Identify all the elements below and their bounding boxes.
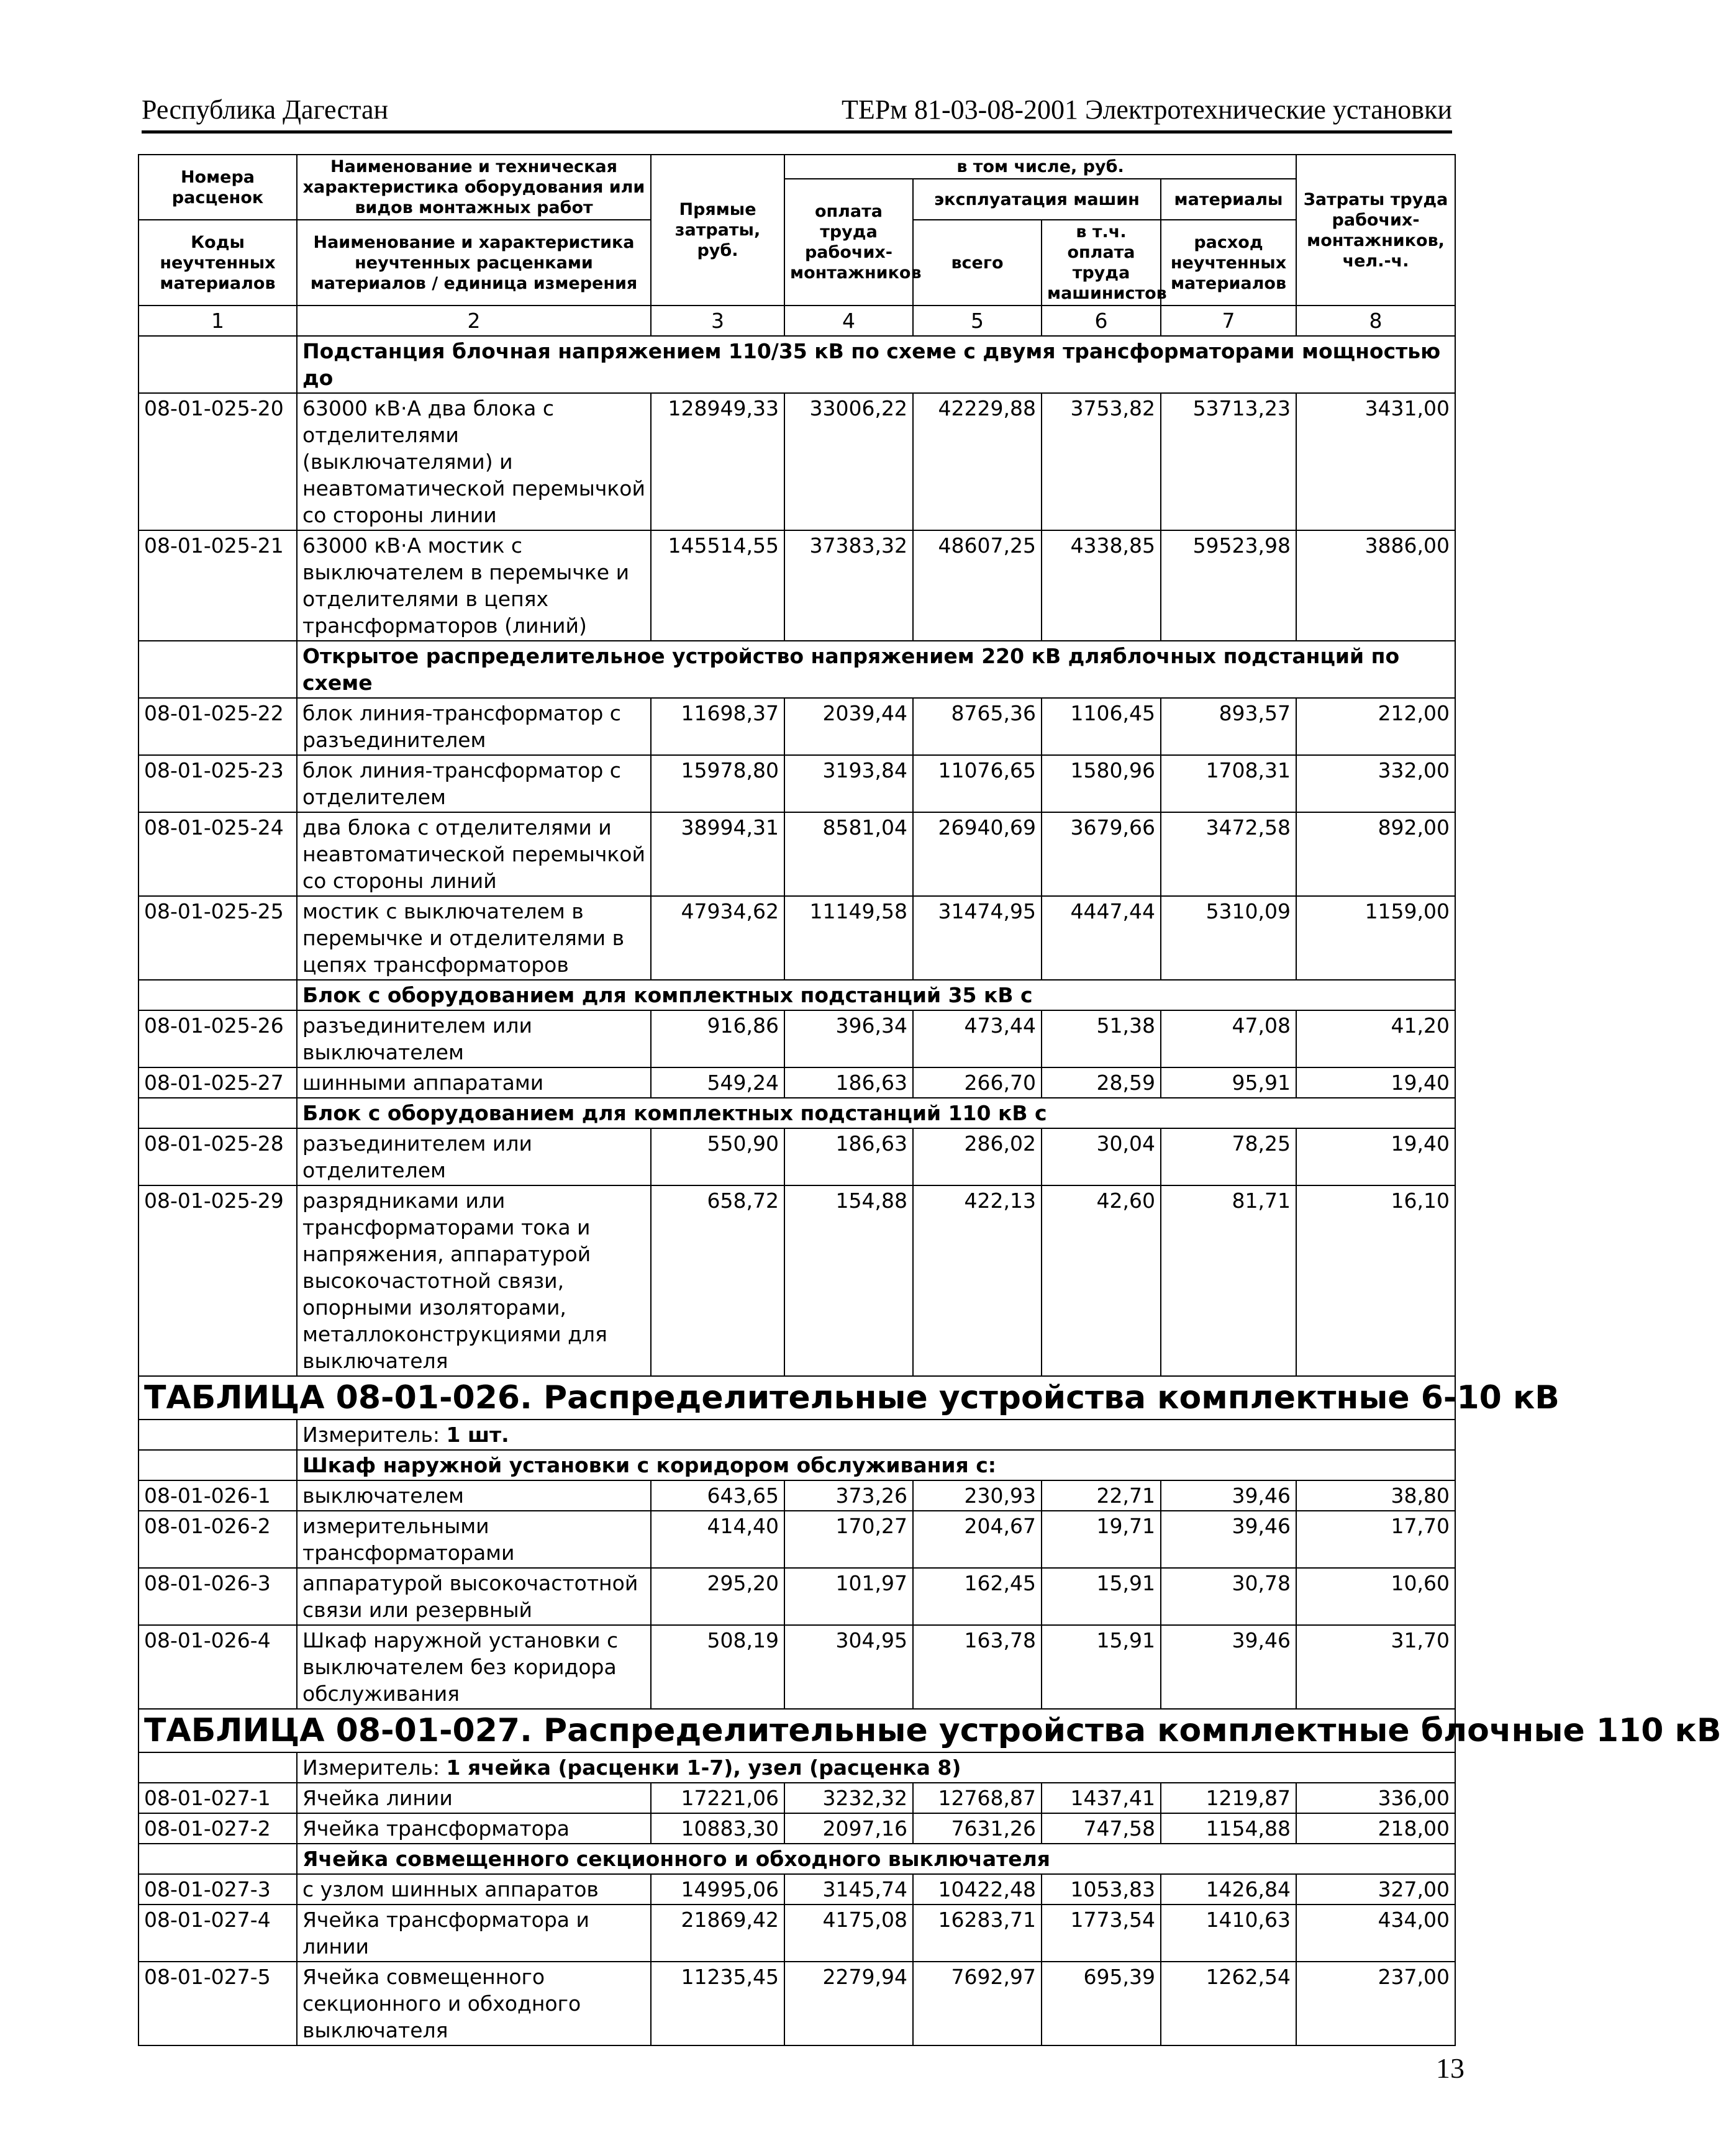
value-v5: 10422,48 <box>913 1874 1042 1905</box>
table-row <box>138 755 1455 812</box>
value-v5: 230,93 <box>913 1480 1042 1511</box>
table-row <box>138 698 1455 755</box>
value-v7: 78,25 <box>1161 1128 1296 1185</box>
value-v4: 3193,84 <box>784 755 913 812</box>
column-number: 2 <box>297 306 651 336</box>
value-v8: 31,70 <box>1296 1625 1455 1709</box>
section-header-row <box>138 1844 1455 1874</box>
value-v6: 747,58 <box>1042 1813 1161 1844</box>
value-v6: 1437,41 <box>1042 1783 1161 1813</box>
section-title: Открытое распределительное устройство напряжением 220 кВ дляблочных подстанций по схеме <box>297 641 1455 698</box>
work-name: разрядниками или трансформаторами тока и напряжения, аппаратурой высокочастотной связи, опорными изоляторами, металлоконструкциями для выключателя <box>297 1185 651 1376</box>
value-v5: 286,02 <box>913 1128 1042 1185</box>
value-v5: 204,67 <box>913 1511 1042 1568</box>
work-name: 63000 кВ·А два блока с отделителями (выключателями) и неавтоматической перемычкой со стороны линии <box>297 393 651 530</box>
column-number: 4 <box>784 306 913 336</box>
work-name: измерительными трансформаторами <box>297 1511 651 1568</box>
value-v3: 47934,62 <box>651 896 784 980</box>
work-name: блок линия-трансформатор с разъединителем <box>297 698 651 755</box>
rate-code: 08-01-025-27 <box>138 1067 297 1098</box>
measure-value: 1 шт. <box>446 1423 509 1447</box>
value-v7: 81,71 <box>1161 1185 1296 1376</box>
value-v8: 19,40 <box>1296 1067 1455 1098</box>
value-v6: 3679,66 <box>1042 812 1161 896</box>
rate-code: 08-01-025-21 <box>138 530 297 641</box>
header-document-code: ТЕРм 81-03-08-2001 Электротехнические установки <box>841 94 1452 125</box>
table-row <box>138 1568 1455 1625</box>
value-v4: 8581,04 <box>784 812 913 896</box>
table-row <box>138 812 1455 896</box>
value-v4: 4175,08 <box>784 1905 913 1962</box>
value-v4: 186,63 <box>784 1067 913 1098</box>
table-row <box>138 1010 1455 1067</box>
value-v6: 1580,96 <box>1042 755 1161 812</box>
rate-code: 08-01-027-3 <box>138 1874 297 1905</box>
rate-code: 08-01-027-1 <box>138 1783 297 1813</box>
table-row <box>138 1962 1455 2045</box>
value-v3: 11698,37 <box>651 698 784 755</box>
table-row <box>138 1185 1455 1376</box>
value-v7: 30,78 <box>1161 1568 1296 1625</box>
col2-header-top: Наименование и техническая характеристика оборудования или видов монтажных работ <box>297 155 651 220</box>
column-numbers-row <box>138 306 1455 336</box>
value-v8: 17,70 <box>1296 1511 1455 1568</box>
value-v6: 19,71 <box>1042 1511 1161 1568</box>
value-v5: 7631,26 <box>913 1813 1042 1844</box>
table-title-caption: Распределительные устройства комплектные блочные 110 кВ <box>543 1712 1721 1749</box>
section-title: Блок с оборудованием для комплектных подстанций 110 кВ с <box>297 1098 1455 1128</box>
table-title-row <box>138 1709 1455 1752</box>
value-v6: 3753,82 <box>1042 393 1161 530</box>
col1-header-bottom: Коды неучтенных материалов <box>138 220 297 306</box>
table-title <box>138 1709 1721 1752</box>
value-v4: 2097,16 <box>784 1813 913 1844</box>
value-v6: 22,71 <box>1042 1480 1161 1511</box>
section-header-row <box>138 641 1455 698</box>
table-row <box>138 896 1455 980</box>
section-title: Шкаф наружной установки с коридором обслуживания с: <box>297 1450 1455 1480</box>
machines-header: эксплуатация машин <box>913 179 1161 220</box>
value-v7: 1219,87 <box>1161 1783 1296 1813</box>
value-v3: 508,19 <box>651 1625 784 1709</box>
value-v3: 128949,33 <box>651 393 784 530</box>
work-name: Ячейка трансформатора и линии <box>297 1905 651 1962</box>
measure-label: Измеритель: <box>302 1755 440 1780</box>
value-v3: 38994,31 <box>651 812 784 896</box>
work-name: Ячейка совмещенного секционного и обходного выключателя <box>297 1962 651 2045</box>
rate-code: 08-01-025-26 <box>138 1010 297 1067</box>
group-header: в том числе, руб. <box>784 155 1296 179</box>
page-number: 13 <box>1436 2052 1464 2084</box>
value-v5: 8765,36 <box>913 698 1042 755</box>
table-row <box>138 1813 1455 1844</box>
measure-row <box>138 1752 1455 1783</box>
rate-code: 08-01-026-4 <box>138 1625 297 1709</box>
section-title: Блок с оборудованием для комплектных подстанций 35 кВ с <box>297 980 1455 1010</box>
col8-header: Затраты труда рабочих-монтажников, чел.-ч. <box>1296 155 1455 306</box>
work-name: 63000 кВ·А мостик с выключателем в перемычке и отделителями в цепях трансформаторов (линий) <box>297 530 651 641</box>
value-v3: 11235,45 <box>651 1962 784 2045</box>
value-v8: 1159,00 <box>1296 896 1455 980</box>
value-v3: 21869,42 <box>651 1905 784 1962</box>
value-v6: 1106,45 <box>1042 698 1161 755</box>
value-v3: 916,86 <box>651 1010 784 1067</box>
value-v8: 434,00 <box>1296 1905 1455 1962</box>
table-row <box>138 1625 1455 1709</box>
value-v4: 154,88 <box>784 1185 913 1376</box>
section-header-row <box>138 336 1455 393</box>
work-name: блок линия-трансформатор с отделителем <box>297 755 651 812</box>
column-number: 8 <box>1296 306 1455 336</box>
value-v8: 3886,00 <box>1296 530 1455 641</box>
value-v5: 16283,71 <box>913 1905 1042 1962</box>
table-title-prefix: ТАБЛИЦА 08-01-027. <box>144 1712 532 1749</box>
table-row <box>138 1783 1455 1813</box>
work-name: аппаратурой высокочастотной связи или резервный <box>297 1568 651 1625</box>
measure-value: 1 ячейка (расценки 1-7), узел (расценка 8) <box>446 1755 961 1780</box>
table-title-prefix: ТАБЛИЦА 08-01-026. <box>144 1379 532 1416</box>
value-v7: 1708,31 <box>1161 755 1296 812</box>
price-table <box>138 154 1721 2046</box>
value-v3: 643,65 <box>651 1480 784 1511</box>
value-v4: 2039,44 <box>784 698 913 755</box>
value-v5: 422,13 <box>913 1185 1042 1376</box>
value-v4: 396,34 <box>784 1010 913 1067</box>
value-v4: 11149,58 <box>784 896 913 980</box>
value-v8: 38,80 <box>1296 1480 1455 1511</box>
value-v7: 1410,63 <box>1161 1905 1296 1962</box>
table-title-caption: Распределительные устройства комплектные 6-10 кВ <box>543 1379 1560 1416</box>
value-v6: 42,60 <box>1042 1185 1161 1376</box>
value-v7: 59523,98 <box>1161 530 1296 641</box>
work-name: Ячейка трансформатора <box>297 1813 651 1844</box>
column-number: 3 <box>651 306 784 336</box>
column-number: 7 <box>1161 306 1296 336</box>
value-v3: 14995,06 <box>651 1874 784 1905</box>
value-v6: 51,38 <box>1042 1010 1161 1067</box>
value-v3: 145514,55 <box>651 530 784 641</box>
value-v5: 7692,97 <box>913 1962 1042 2045</box>
section-title: Ячейка совмещенного секционного и обходного выключателя <box>297 1844 1455 1874</box>
rate-code: 08-01-027-5 <box>138 1962 297 2045</box>
value-v6: 15,91 <box>1042 1568 1161 1625</box>
section-spacer <box>138 1844 297 1874</box>
value-v8: 332,00 <box>1296 755 1455 812</box>
table-row <box>138 1874 1455 1905</box>
value-v8: 19,40 <box>1296 1128 1455 1185</box>
value-v3: 10883,30 <box>651 1813 784 1844</box>
value-v5: 31474,95 <box>913 896 1042 980</box>
value-v6: 28,59 <box>1042 1067 1161 1098</box>
section-spacer <box>138 1450 297 1480</box>
value-v8: 10,60 <box>1296 1568 1455 1625</box>
measure-spacer <box>138 1752 297 1783</box>
table-row <box>138 1067 1455 1098</box>
section-header-row <box>138 980 1455 1010</box>
value-v6: 4447,44 <box>1042 896 1161 980</box>
value-v6: 4338,85 <box>1042 530 1161 641</box>
value-v7: 39,46 <box>1161 1511 1296 1568</box>
table-title-row <box>138 1376 1455 1420</box>
table-row <box>138 1480 1455 1511</box>
value-v5: 26940,69 <box>913 812 1042 896</box>
value-v5: 11076,65 <box>913 755 1042 812</box>
rate-code: 08-01-026-1 <box>138 1480 297 1511</box>
value-v6: 1773,54 <box>1042 1905 1161 1962</box>
value-v5: 42229,88 <box>913 393 1042 530</box>
work-name: Ячейка линии <box>297 1783 651 1813</box>
value-v3: 17221,06 <box>651 1783 784 1813</box>
value-v5: 266,70 <box>913 1067 1042 1098</box>
value-v8: 212,00 <box>1296 698 1455 755</box>
table-row <box>138 1905 1455 1962</box>
value-v4: 186,63 <box>784 1128 913 1185</box>
value-v5: 48607,25 <box>913 530 1042 641</box>
work-name: Шкаф наружной установки с выключателем без коридора обслуживания <box>297 1625 651 1709</box>
rate-code: 08-01-025-28 <box>138 1128 297 1185</box>
value-v6: 15,91 <box>1042 1625 1161 1709</box>
section-spacer <box>138 336 297 393</box>
value-v8: 892,00 <box>1296 812 1455 896</box>
measure-row <box>138 1420 1455 1450</box>
value-v8: 327,00 <box>1296 1874 1455 1905</box>
value-v6: 695,39 <box>1042 1962 1161 2045</box>
rate-code: 08-01-026-3 <box>138 1568 297 1625</box>
section-title: Подстанция блочная напряжением 110/35 кВ по схеме с двумя трансформаторами мощностью до <box>297 336 1455 393</box>
col1-header-top: Номера расценок <box>138 155 297 220</box>
value-v4: 3232,32 <box>784 1783 913 1813</box>
measure-label: Измеритель: <box>302 1423 440 1447</box>
value-v6: 1053,83 <box>1042 1874 1161 1905</box>
rate-code: 08-01-025-24 <box>138 812 297 896</box>
value-v7: 53713,23 <box>1161 393 1296 530</box>
measure-unit <box>297 1420 1455 1450</box>
rate-code: 08-01-027-4 <box>138 1905 297 1962</box>
rate-code: 08-01-027-2 <box>138 1813 297 1844</box>
value-v3: 550,90 <box>651 1128 784 1185</box>
column-number: 5 <box>913 306 1042 336</box>
value-v4: 101,97 <box>784 1568 913 1625</box>
value-v4: 304,95 <box>784 1625 913 1709</box>
table-body <box>138 336 1721 2045</box>
work-name: разъединителем или отделителем <box>297 1128 651 1185</box>
value-v8: 336,00 <box>1296 1783 1455 1813</box>
value-v7: 47,08 <box>1161 1010 1296 1067</box>
value-v6: 30,04 <box>1042 1128 1161 1185</box>
value-v4: 33006,22 <box>784 393 913 530</box>
value-v5: 162,45 <box>913 1568 1042 1625</box>
col4-header: оплата труда рабочих-монтажников <box>784 179 913 306</box>
rate-code: 08-01-026-2 <box>138 1511 297 1568</box>
work-name: выключателем <box>297 1480 651 1511</box>
table-row <box>138 1128 1455 1185</box>
value-v5: 12768,87 <box>913 1783 1042 1813</box>
value-v3: 295,20 <box>651 1568 784 1625</box>
value-v4: 2279,94 <box>784 1962 913 2045</box>
value-v8: 41,20 <box>1296 1010 1455 1067</box>
section-spacer <box>138 641 297 698</box>
header-region: Республика Дагестан <box>142 94 389 125</box>
value-v7: 39,46 <box>1161 1625 1296 1709</box>
value-v3: 658,72 <box>651 1185 784 1376</box>
value-v7: 1262,54 <box>1161 1962 1296 2045</box>
work-name: разъединителем или выключателем <box>297 1010 651 1067</box>
page-header <box>142 93 1452 134</box>
value-v7: 39,46 <box>1161 1480 1296 1511</box>
work-name: два блока с отделителями и неавтоматической перемычкой со стороны линий <box>297 812 651 896</box>
col6-header: в т.ч. оплата труда машинистов <box>1042 220 1161 306</box>
rate-code: 08-01-025-20 <box>138 393 297 530</box>
value-v7: 95,91 <box>1161 1067 1296 1098</box>
materials-header: материалы <box>1161 179 1296 220</box>
table-row <box>138 393 1455 530</box>
work-name: шинными аппаратами <box>297 1067 651 1098</box>
rate-code: 08-01-025-25 <box>138 896 297 980</box>
rate-code: 08-01-025-23 <box>138 755 297 812</box>
value-v4: 3145,74 <box>784 1874 913 1905</box>
value-v7: 5310,09 <box>1161 896 1296 980</box>
value-v3: 414,40 <box>651 1511 784 1568</box>
value-v7: 893,57 <box>1161 698 1296 755</box>
work-name: с узлом шинных аппаратов <box>297 1874 651 1905</box>
column-number: 1 <box>138 306 297 336</box>
value-v3: 549,24 <box>651 1067 784 1098</box>
value-v8: 218,00 <box>1296 1813 1455 1844</box>
value-v8: 237,00 <box>1296 1962 1455 2045</box>
table-row <box>138 1511 1455 1568</box>
value-v7: 3472,58 <box>1161 812 1296 896</box>
col2-header-bottom: Наименование и характеристика неучтенных расценками материалов / единица измерения <box>297 220 651 306</box>
value-v4: 373,26 <box>784 1480 913 1511</box>
value-v4: 37383,32 <box>784 530 913 641</box>
col3-header: Прямые затраты, руб. <box>651 155 784 306</box>
table-title <box>138 1376 1560 1420</box>
value-v8: 16,10 <box>1296 1185 1455 1376</box>
section-header-row <box>138 1098 1455 1128</box>
value-v8: 3431,00 <box>1296 393 1455 530</box>
value-v7: 1154,88 <box>1161 1813 1296 1844</box>
measure-unit <box>297 1752 1455 1783</box>
value-v5: 473,44 <box>913 1010 1042 1067</box>
rate-code: 08-01-025-22 <box>138 698 297 755</box>
value-v5: 163,78 <box>913 1625 1042 1709</box>
section-spacer <box>138 980 297 1010</box>
rate-code: 08-01-025-29 <box>138 1185 297 1376</box>
section-spacer <box>138 1098 297 1128</box>
work-name: мостик с выключателем в перемычке и отделителями в цепях трансформаторов <box>297 896 651 980</box>
section-header-row <box>138 1450 1455 1480</box>
value-v7: 1426,84 <box>1161 1874 1296 1905</box>
col5-header: всего <box>913 220 1042 306</box>
value-v4: 170,27 <box>784 1511 913 1568</box>
col7-header: расход неучтенных материалов <box>1161 220 1296 306</box>
column-number: 6 <box>1042 306 1161 336</box>
value-v3: 15978,80 <box>651 755 784 812</box>
measure-spacer <box>138 1420 297 1450</box>
table-row <box>138 530 1455 641</box>
